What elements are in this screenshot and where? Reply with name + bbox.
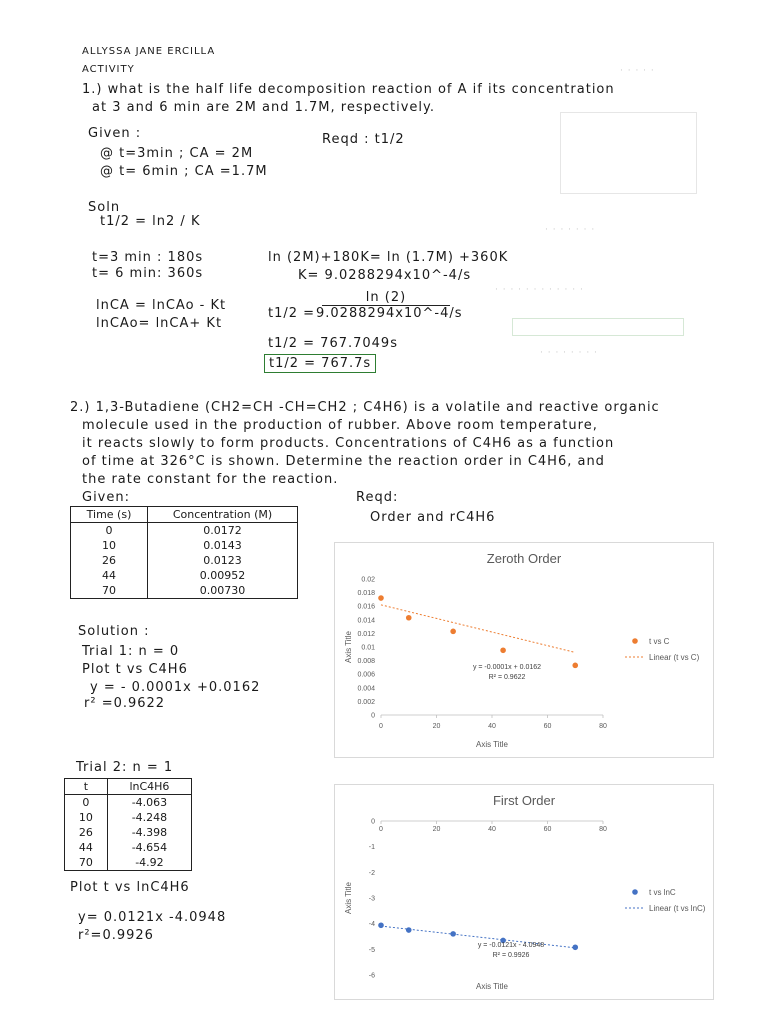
- y-tick-label: 0.004: [357, 685, 375, 693]
- table-row: [65, 840, 192, 855]
- y-tick-label: 0.016: [357, 603, 375, 611]
- q1-ln-equation: ln (2M)+180K= ln (1.7M) +360K: [268, 250, 509, 265]
- bleed-through-table: [560, 112, 697, 194]
- x-tick-label: 0: [379, 723, 383, 730]
- q2-trial1-eq: y = - 0.0001x +0.0162: [90, 680, 261, 695]
- cell-time: 70: [71, 583, 148, 599]
- table-row: [65, 810, 192, 825]
- cell-conc: 0.00730: [148, 583, 298, 599]
- cell-lnc: -4.063: [107, 795, 191, 811]
- q2-trial2-eq: y= 0.0121x -4.0948: [78, 910, 227, 925]
- table-row: [71, 568, 298, 583]
- cell-time: 44: [71, 568, 148, 583]
- table-row: [71, 553, 298, 568]
- q1-t3: t=3 min : 180s: [92, 250, 204, 265]
- q1-half-life-lhs: t1/2 =: [268, 306, 316, 321]
- legend-marker: [632, 889, 638, 895]
- q1-given-2: @ t= 6min ; CA =1.7M: [100, 164, 268, 179]
- q2-trial2-table: [64, 778, 192, 871]
- x-tick-label: 20: [432, 723, 441, 730]
- q2-reqd-value: Order and rC4H6: [370, 510, 496, 525]
- table-row: [71, 523, 298, 539]
- bleed-through-text: · · · · · · ·: [545, 225, 596, 235]
- data-point: [378, 922, 384, 928]
- cell-conc: 0.00952: [148, 568, 298, 583]
- data-point: [500, 647, 506, 653]
- q2-reqd-label: Reqd:: [356, 490, 399, 505]
- bleed-through-text: · · · · · · · ·: [540, 348, 598, 358]
- y-tick-label: -1: [368, 844, 375, 852]
- cell-t: 70: [65, 855, 108, 871]
- cell-conc: 0.0172: [148, 523, 298, 539]
- q2-trial1-plot: Plot t vs C4H6: [82, 662, 188, 677]
- q1-k-value: K= 9.0288294x10^-4/s: [298, 268, 472, 283]
- q1-half-life-denominator: 9.0288294x10^-4/s: [316, 306, 463, 321]
- q2-trial2-r2: r²=0.9926: [78, 928, 154, 943]
- data-point: [450, 629, 456, 635]
- bleed-through-text: · · · · · · · · · · · ·: [495, 285, 584, 295]
- cell-t: 0: [65, 795, 108, 811]
- trend-equation: y = -0.0001x + 0.0162: [472, 664, 542, 671]
- cell-conc: 0.0123: [148, 553, 298, 568]
- cell-lnc: -4.398: [107, 825, 191, 840]
- cell-t: 44: [65, 840, 108, 855]
- q2-given-table: [70, 506, 298, 599]
- cell-time: 26: [71, 553, 148, 568]
- table-row: [71, 538, 298, 553]
- legend-marker: [632, 638, 638, 644]
- y-axis-title: Axis Title: [344, 881, 353, 915]
- q1-question-line2: at 3 and 6 min are 2M and 1.7M, respectively.: [92, 100, 435, 115]
- q1-required: Reqd : t1/2: [322, 132, 405, 147]
- y-tick-label: 0: [371, 818, 375, 826]
- y-tick-label: -6: [368, 972, 375, 980]
- x-tick-label: 0: [379, 826, 383, 833]
- data-point: [572, 663, 578, 669]
- activity-label: ACTIVITY: [82, 64, 135, 75]
- bleed-through-text: · · · · ·: [620, 66, 655, 76]
- q1-eq-ln-cao: lnCAo= lnCA+ Kt: [96, 316, 223, 331]
- cell-time: 0: [71, 523, 148, 539]
- x-tick-label: 60: [543, 826, 552, 833]
- y-tick-label: 0.02: [361, 576, 375, 584]
- q1-half-life-numerator: ln (2): [322, 290, 450, 306]
- col-conc-header: Concentration (M): [148, 507, 298, 523]
- trend-equation: y = -0.0121x - 4.0948: [477, 942, 545, 949]
- zeroth-order-chart: [334, 542, 714, 758]
- y-tick-label: 0.014: [357, 617, 375, 625]
- y-axis-title: Axis Title: [344, 630, 353, 664]
- q2-line5: the rate constant for the reaction.: [82, 472, 339, 487]
- cell-conc: 0.0143: [148, 538, 298, 553]
- col-lnc-header: lnC4H6: [107, 779, 191, 795]
- q1-final-answer: t1/2 = 767.7s: [264, 354, 376, 373]
- data-point: [406, 927, 412, 933]
- col-time-header: Time (s): [71, 507, 148, 523]
- data-point: [378, 595, 384, 601]
- table-row: [65, 795, 192, 811]
- q1-half-life-result: t1/2 = 767.7049s: [268, 336, 398, 351]
- q1-given-1: @ t=3min ; CA = 2M: [100, 146, 254, 161]
- q2-trial2-plot: Plot t vs lnC4H6: [70, 880, 190, 895]
- first-order-chart: [334, 784, 714, 1000]
- q2-line2: molecule used in the production of rubber. Above room temperature,: [82, 418, 598, 433]
- q2-trial2: Trial 2: n = 1: [76, 760, 174, 775]
- y-tick-label: 0.018: [357, 590, 375, 598]
- x-tick-label: 20: [432, 826, 441, 833]
- x-tick-label: 40: [488, 723, 496, 730]
- y-tick-label: 0.002: [357, 698, 375, 706]
- trend-r2: R² = 0.9926: [492, 952, 530, 959]
- q1-formula: t1/2 = ln2 / K: [100, 214, 201, 229]
- legend-label: t vs lnC: [649, 888, 676, 897]
- cell-lnc: -4.248: [107, 810, 191, 825]
- q2-trial1-r2: r² =0.9622: [84, 696, 166, 711]
- bleed-through-box: [512, 318, 684, 336]
- student-name: ALLYSSA JANE ERCILLA: [82, 46, 216, 57]
- data-point: [450, 931, 456, 937]
- q2-line4: of time at 326°C is shown. Determine the reaction order in C4H6, and: [82, 454, 605, 469]
- q2-line3: it reacts slowly to form products. Concentrations of C4H6 as a function: [82, 436, 615, 451]
- q1-t6: t= 6 min: 360s: [92, 266, 204, 281]
- table-row: [65, 855, 192, 871]
- q1-soln-label: Soln: [88, 200, 121, 215]
- x-tick-label: 80: [599, 826, 607, 833]
- y-tick-label: -3: [368, 895, 375, 903]
- col-t-header: t: [65, 779, 108, 795]
- q2-solution-label: Solution :: [78, 624, 150, 639]
- cell-t: 10: [65, 810, 108, 825]
- cell-lnc: -4.92: [107, 855, 191, 871]
- y-tick-label: -4: [368, 921, 375, 929]
- cell-lnc: -4.654: [107, 840, 191, 855]
- chart-title: First Order: [492, 793, 556, 808]
- y-tick-label: 0.01: [361, 644, 375, 652]
- legend-label: Linear (t vs C): [649, 653, 700, 662]
- q2-trial1: Trial 1: n = 0: [82, 644, 180, 659]
- q2-given-label: Given:: [82, 490, 130, 505]
- y-tick-label: 0.008: [357, 658, 375, 666]
- first-order-chart-svg: [335, 785, 713, 999]
- q1-eq-ln-ca: lnCA = lnCAo - Kt: [96, 298, 227, 313]
- x-tick-label: 40: [488, 826, 496, 833]
- y-tick-label: 0.012: [357, 630, 375, 638]
- data-point: [572, 944, 578, 950]
- cell-time: 10: [71, 538, 148, 553]
- chart-title: Zeroth Order: [486, 551, 562, 566]
- q1-question-line1: 1.) what is the half life decomposition reaction of A if its concentration: [82, 82, 615, 97]
- legend-label: Linear (t vs lnC): [649, 904, 706, 913]
- y-tick-label: 0: [371, 712, 375, 720]
- q2-line1: 2.) 1,3-Butadiene (CH2=CH -CH=CH2 ; C4H6) is a volatile and reactive organic: [70, 400, 660, 415]
- y-tick-label: 0.006: [357, 671, 375, 679]
- y-tick-label: -2: [368, 869, 375, 877]
- trend-r2: R² = 0.9622: [488, 674, 526, 681]
- trendline: [381, 605, 575, 653]
- y-tick-label: -5: [368, 946, 375, 954]
- table-row: [65, 825, 192, 840]
- x-axis-title: Axis Title: [475, 740, 509, 749]
- legend-label: t vs C: [649, 637, 670, 646]
- x-tick-label: 80: [599, 723, 607, 730]
- x-axis-title: Axis Title: [475, 982, 509, 991]
- zeroth-order-chart-svg: [335, 543, 713, 757]
- x-tick-label: 60: [543, 723, 552, 730]
- table-row: [71, 583, 298, 599]
- data-point: [406, 615, 412, 621]
- cell-t: 26: [65, 825, 108, 840]
- q1-given-label: Given :: [88, 126, 142, 141]
